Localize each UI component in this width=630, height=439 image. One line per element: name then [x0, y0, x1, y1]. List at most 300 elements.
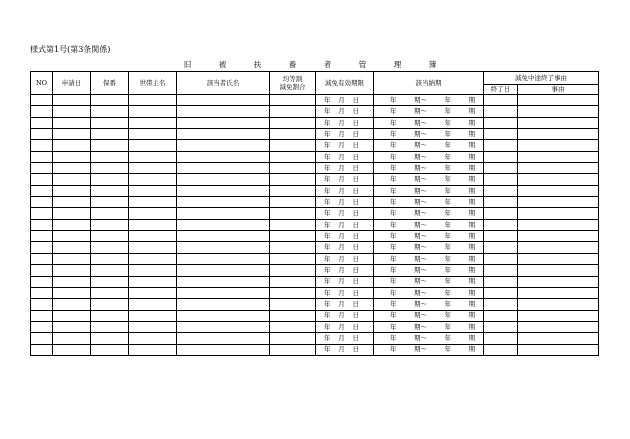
period-end-year-label: 年 [444, 322, 451, 331]
cell-household-head [129, 140, 177, 151]
cell-reason [518, 95, 599, 106]
table-row [31, 185, 599, 196]
date-month-label: 月 [338, 288, 345, 297]
date-year-label: 年 [324, 118, 331, 127]
period-end-year-label: 年 [444, 175, 451, 184]
cell-end-date [484, 151, 518, 162]
cell-no [31, 185, 53, 196]
cell-reason [518, 242, 599, 253]
header-payment-period: 該当納期 [374, 72, 484, 95]
period-start-year-label: 年 [390, 322, 397, 331]
date-year-label: 年 [324, 141, 331, 150]
cell-equal-split [270, 333, 316, 344]
period-end-label: 期 [468, 198, 475, 207]
cell-valid-period [316, 219, 374, 230]
date-month-label: 月 [338, 232, 345, 241]
date-month-label: 月 [338, 186, 345, 195]
cell-equal-split [270, 253, 316, 264]
period-end-year-label: 年 [444, 141, 451, 150]
date-day-label: 日 [352, 311, 359, 320]
period-start-label: 期〜 [414, 220, 427, 229]
cell-insurance-number [91, 151, 129, 162]
period-end-label: 期 [468, 334, 475, 343]
period-start-year-label: 年 [390, 129, 397, 138]
cell-end-date [484, 253, 518, 264]
period-start-year-label: 年 [390, 175, 397, 184]
date-year-label: 年 [324, 129, 331, 138]
cell-applicable-person [177, 117, 270, 128]
cell-payment-period [374, 140, 484, 151]
cell-reason [518, 106, 599, 117]
date-month-label: 月 [338, 277, 345, 286]
cell-equal-split [270, 344, 316, 355]
date-day-label: 日 [352, 277, 359, 286]
cell-valid-period [316, 242, 374, 253]
period-end-label: 期 [468, 175, 475, 184]
cell-payment-period [374, 95, 484, 106]
period-start-year-label: 年 [390, 209, 397, 218]
cell-household-head [129, 129, 177, 140]
header-equal-split [270, 72, 316, 95]
date-month-label: 月 [338, 198, 345, 207]
cell-applicable-person [177, 197, 270, 208]
date-month-label: 月 [338, 220, 345, 229]
date-day-label: 日 [352, 243, 359, 252]
period-start-year-label: 年 [390, 152, 397, 161]
cell-valid-period [316, 265, 374, 276]
cell-reason [518, 333, 599, 344]
cell-application-date [53, 208, 91, 219]
cell-no [31, 333, 53, 344]
date-month-label: 月 [338, 95, 345, 104]
cell-applicable-person [177, 333, 270, 344]
cell-equal-split [270, 219, 316, 230]
period-start-year-label: 年 [390, 220, 397, 229]
table-row [31, 197, 599, 208]
date-year-label: 年 [324, 163, 331, 172]
cell-end-date [484, 117, 518, 128]
cell-end-date [484, 163, 518, 174]
date-year-label: 年 [324, 220, 331, 229]
cell-applicable-person [177, 174, 270, 185]
cell-end-date [484, 208, 518, 219]
period-end-label: 期 [468, 152, 475, 161]
cell-application-date [53, 344, 91, 355]
cell-insurance-number [91, 242, 129, 253]
cell-end-date [484, 95, 518, 106]
date-month-label: 月 [338, 209, 345, 218]
date-day-label: 日 [352, 198, 359, 207]
period-end-year-label: 年 [444, 209, 451, 218]
cell-household-head [129, 287, 177, 298]
table-row [31, 242, 599, 253]
cell-valid-period [316, 299, 374, 310]
cell-valid-period [316, 163, 374, 174]
cell-application-date [53, 219, 91, 230]
cell-payment-period [374, 174, 484, 185]
cell-household-head [129, 333, 177, 344]
period-end-year-label: 年 [444, 186, 451, 195]
header-valid-period: 減免有効期限 [316, 72, 374, 95]
cell-reason [518, 185, 599, 196]
cell-reason [518, 140, 599, 151]
date-month-label: 月 [338, 243, 345, 252]
period-end-label: 期 [468, 129, 475, 138]
cell-payment-period [374, 185, 484, 196]
cell-payment-period [374, 242, 484, 253]
cell-equal-split [270, 95, 316, 106]
cell-no [31, 163, 53, 174]
date-year-label: 年 [324, 288, 331, 297]
cell-valid-period [316, 344, 374, 355]
date-month-label: 月 [338, 300, 345, 309]
date-year-label: 年 [324, 345, 331, 354]
cell-application-date [53, 151, 91, 162]
cell-valid-period [316, 106, 374, 117]
period-end-year-label: 年 [444, 266, 451, 275]
period-start-label: 期〜 [414, 345, 427, 354]
cell-insurance-number [91, 344, 129, 355]
date-day-label: 日 [352, 129, 359, 138]
period-end-year-label: 年 [444, 95, 451, 104]
cell-reason [518, 287, 599, 298]
date-day-label: 日 [352, 232, 359, 241]
table-row [31, 265, 599, 276]
cell-applicable-person [177, 287, 270, 298]
cell-household-head [129, 208, 177, 219]
cell-no [31, 276, 53, 287]
cell-insurance-number [91, 321, 129, 332]
cell-equal-split [270, 231, 316, 242]
cell-application-date [53, 287, 91, 298]
cell-reason [518, 117, 599, 128]
cell-no [31, 151, 53, 162]
cell-end-date [484, 310, 518, 321]
cell-valid-period [316, 117, 374, 128]
cell-reason [518, 321, 599, 332]
date-year-label: 年 [324, 107, 331, 116]
date-day-label: 日 [352, 175, 359, 184]
cell-application-date [53, 299, 91, 310]
cell-insurance-number [91, 117, 129, 128]
cell-equal-split [270, 287, 316, 298]
period-end-year-label: 年 [444, 277, 451, 286]
cell-applicable-person [177, 310, 270, 321]
period-end-year-label: 年 [444, 288, 451, 297]
period-start-label: 期〜 [414, 209, 427, 218]
period-start-label: 期〜 [414, 288, 427, 297]
period-end-label: 期 [468, 163, 475, 172]
cell-valid-period [316, 253, 374, 264]
period-end-year-label: 年 [444, 311, 451, 320]
cell-household-head [129, 174, 177, 185]
date-month-label: 月 [338, 345, 345, 354]
date-month-label: 月 [338, 118, 345, 127]
cell-insurance-number [91, 231, 129, 242]
table-row [31, 333, 599, 344]
cell-household-head [129, 253, 177, 264]
cell-insurance-number [91, 287, 129, 298]
cell-valid-period [316, 231, 374, 242]
date-year-label: 年 [324, 95, 331, 104]
cell-application-date [53, 174, 91, 185]
period-start-label: 期〜 [414, 175, 427, 184]
date-month-label: 月 [338, 322, 345, 331]
period-end-label: 期 [468, 277, 475, 286]
date-year-label: 年 [324, 277, 331, 286]
cell-no [31, 287, 53, 298]
period-start-year-label: 年 [390, 243, 397, 252]
period-start-label: 期〜 [414, 300, 427, 309]
period-start-year-label: 年 [390, 311, 397, 320]
date-month-label: 月 [338, 311, 345, 320]
period-end-year-label: 年 [444, 232, 451, 241]
ledger-rows [31, 95, 599, 356]
date-day-label: 日 [352, 163, 359, 172]
cell-applicable-person [177, 129, 270, 140]
cell-valid-period [316, 95, 374, 106]
period-end-year-label: 年 [444, 118, 451, 127]
cell-end-date [484, 333, 518, 344]
period-end-label: 期 [468, 209, 475, 218]
cell-equal-split [270, 265, 316, 276]
cell-end-date [484, 231, 518, 242]
cell-payment-period [374, 106, 484, 117]
cell-applicable-person [177, 276, 270, 287]
table-row [31, 208, 599, 219]
cell-applicable-person [177, 185, 270, 196]
cell-end-date [484, 140, 518, 151]
date-month-label: 月 [338, 266, 345, 275]
cell-equal-split [270, 185, 316, 196]
period-start-year-label: 年 [390, 266, 397, 275]
table-row [31, 253, 599, 264]
cell-no [31, 299, 53, 310]
cell-insurance-number [91, 197, 129, 208]
period-start-label: 期〜 [414, 266, 427, 275]
cell-payment-period [374, 287, 484, 298]
period-end-year-label: 年 [444, 107, 451, 116]
cell-application-date [53, 321, 91, 332]
cell-reason [518, 208, 599, 219]
cell-end-date [484, 242, 518, 253]
date-month-label: 月 [338, 141, 345, 150]
cell-payment-period [374, 310, 484, 321]
cell-payment-period [374, 344, 484, 355]
period-start-year-label: 年 [390, 198, 397, 207]
period-start-label: 期〜 [414, 152, 427, 161]
header-reason: 事由 [518, 85, 599, 95]
cell-equal-split [270, 276, 316, 287]
period-end-label: 期 [468, 322, 475, 331]
cell-applicable-person [177, 140, 270, 151]
period-start-year-label: 年 [390, 345, 397, 354]
period-end-label: 期 [468, 186, 475, 195]
period-start-label: 期〜 [414, 254, 427, 263]
cell-payment-period [374, 117, 484, 128]
cell-no [31, 208, 53, 219]
cell-valid-period [316, 208, 374, 219]
cell-valid-period [316, 185, 374, 196]
date-year-label: 年 [324, 254, 331, 263]
period-end-year-label: 年 [444, 334, 451, 343]
cell-end-date [484, 344, 518, 355]
date-month-label: 月 [338, 175, 345, 184]
table-row [31, 163, 599, 174]
header-household-head: 世帯主名 [129, 72, 177, 95]
cell-valid-period [316, 174, 374, 185]
cell-equal-split [270, 129, 316, 140]
ledger-title: 旧 被 扶 養 者 管 理 簿 [183, 60, 447, 69]
cell-valid-period [316, 151, 374, 162]
cell-no [31, 219, 53, 230]
cell-insurance-number [91, 253, 129, 264]
cell-payment-period [374, 151, 484, 162]
period-start-label: 期〜 [414, 141, 427, 150]
cell-valid-period [316, 129, 374, 140]
period-start-label: 期〜 [414, 334, 427, 343]
cell-household-head [129, 242, 177, 253]
period-end-year-label: 年 [444, 163, 451, 172]
cell-insurance-number [91, 265, 129, 276]
cell-household-head [129, 231, 177, 242]
period-end-label: 期 [468, 118, 475, 127]
cell-equal-split [270, 321, 316, 332]
cell-household-head [129, 197, 177, 208]
period-end-label: 期 [468, 220, 475, 229]
cell-equal-split [270, 174, 316, 185]
table-row [31, 219, 599, 230]
cell-payment-period [374, 321, 484, 332]
date-day-label: 日 [352, 152, 359, 161]
period-start-label: 期〜 [414, 95, 427, 104]
cell-insurance-number [91, 185, 129, 196]
period-end-label: 期 [468, 232, 475, 241]
cell-applicable-person [177, 265, 270, 276]
table-row [31, 129, 599, 140]
header-equal-split-line2: 減免割合 [279, 83, 306, 91]
table-row [31, 299, 599, 310]
period-end-label: 期 [468, 311, 475, 320]
cell-end-date [484, 106, 518, 117]
period-start-year-label: 年 [390, 118, 397, 127]
period-start-year-label: 年 [390, 141, 397, 150]
period-start-label: 期〜 [414, 186, 427, 195]
cell-application-date [53, 185, 91, 196]
date-year-label: 年 [324, 322, 331, 331]
cell-application-date [53, 129, 91, 140]
cell-equal-split [270, 242, 316, 253]
date-day-label: 日 [352, 186, 359, 195]
ledger-table [30, 71, 599, 356]
date-year-label: 年 [324, 243, 331, 252]
period-start-year-label: 年 [390, 95, 397, 104]
cell-applicable-person [177, 163, 270, 174]
cell-payment-period [374, 208, 484, 219]
period-start-label: 期〜 [414, 198, 427, 207]
cell-application-date [53, 163, 91, 174]
date-day-label: 日 [352, 266, 359, 275]
period-end-label: 期 [468, 288, 475, 297]
cell-payment-period [374, 219, 484, 230]
period-end-year-label: 年 [444, 300, 451, 309]
period-end-label: 期 [468, 95, 475, 104]
date-year-label: 年 [324, 175, 331, 184]
cell-insurance-number [91, 174, 129, 185]
date-year-label: 年 [324, 152, 331, 161]
cell-insurance-number [91, 276, 129, 287]
cell-valid-period [316, 287, 374, 298]
date-month-label: 月 [338, 254, 345, 263]
table-row [31, 151, 599, 162]
cell-equal-split [270, 310, 316, 321]
period-end-year-label: 年 [444, 220, 451, 229]
date-day-label: 日 [352, 209, 359, 218]
cell-no [31, 344, 53, 355]
cell-application-date [53, 253, 91, 264]
cell-equal-split [270, 197, 316, 208]
cell-no [31, 174, 53, 185]
cell-valid-period [316, 310, 374, 321]
cell-payment-period [374, 163, 484, 174]
cell-application-date [53, 265, 91, 276]
date-month-label: 月 [338, 163, 345, 172]
cell-valid-period [316, 276, 374, 287]
cell-insurance-number [91, 106, 129, 117]
period-start-year-label: 年 [390, 186, 397, 195]
cell-applicable-person [177, 242, 270, 253]
cell-valid-period [316, 140, 374, 151]
period-start-year-label: 年 [390, 334, 397, 343]
period-end-label: 期 [468, 266, 475, 275]
cell-end-date [484, 287, 518, 298]
header-application-date: 申請日 [53, 72, 91, 95]
date-day-label: 日 [352, 334, 359, 343]
date-day-label: 日 [352, 254, 359, 263]
date-year-label: 年 [324, 311, 331, 320]
form-number: 様式第1号(第3条関係) [30, 45, 111, 54]
cell-end-date [484, 197, 518, 208]
header-insurance-number: 保番 [91, 72, 129, 95]
period-start-year-label: 年 [390, 288, 397, 297]
period-start-label: 期〜 [414, 243, 427, 252]
cell-applicable-person [177, 208, 270, 219]
period-end-year-label: 年 [444, 254, 451, 263]
cell-payment-period [374, 333, 484, 344]
date-year-label: 年 [324, 266, 331, 275]
header-equal-split-line1: 均等割 [282, 74, 303, 83]
cell-application-date [53, 197, 91, 208]
cell-insurance-number [91, 163, 129, 174]
period-end-label: 期 [468, 300, 475, 309]
cell-end-date [484, 265, 518, 276]
cell-applicable-person [177, 95, 270, 106]
cell-reason [518, 310, 599, 321]
cell-application-date [53, 333, 91, 344]
cell-household-head [129, 276, 177, 287]
period-start-label: 期〜 [414, 107, 427, 116]
cell-household-head [129, 265, 177, 276]
period-end-year-label: 年 [444, 198, 451, 207]
period-start-label: 期〜 [414, 118, 427, 127]
date-year-label: 年 [324, 209, 331, 218]
cell-application-date [53, 242, 91, 253]
cell-applicable-person [177, 299, 270, 310]
period-start-label: 期〜 [414, 311, 427, 320]
table-row [31, 310, 599, 321]
table-row [31, 287, 599, 298]
date-day-label: 日 [352, 220, 359, 229]
